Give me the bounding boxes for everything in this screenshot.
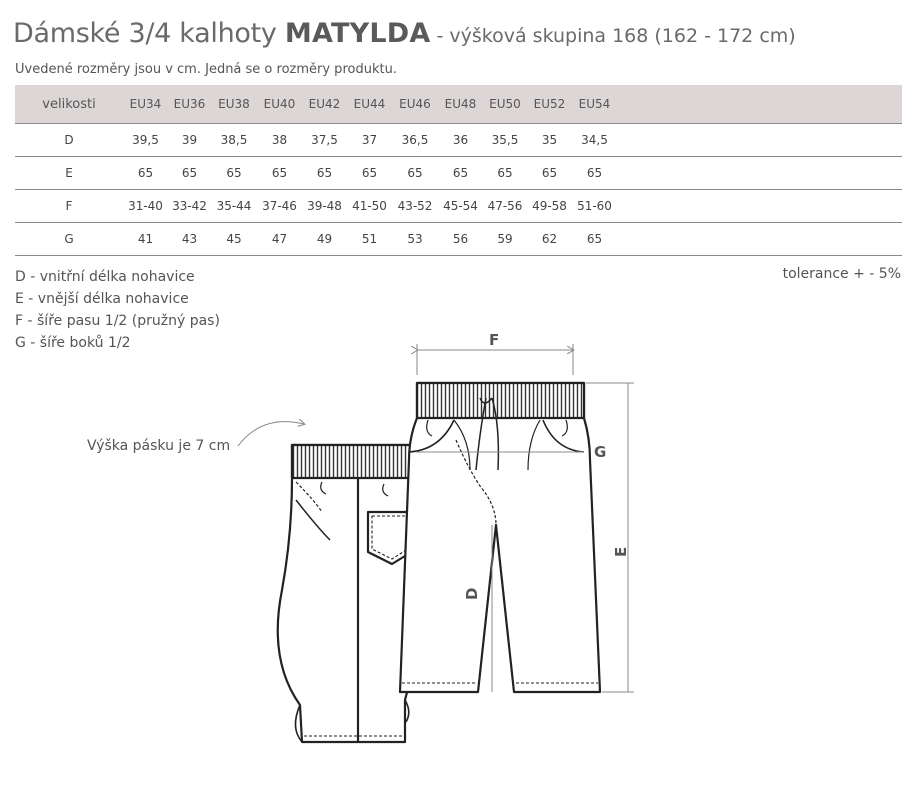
table-cell: 41-50 <box>347 190 392 223</box>
column-header: EU38 <box>211 85 257 124</box>
table-cell: 56 <box>438 223 483 256</box>
table-cell: 65 <box>572 223 617 256</box>
table-cell: 33-42 <box>168 190 211 223</box>
label-d: D <box>463 587 481 600</box>
table-cell: 43 <box>168 223 211 256</box>
table-cell: 47 <box>257 223 302 256</box>
legend-item-f: F - šíře pasu 1/2 (pružný pas) <box>15 313 220 329</box>
table-cell: 41 <box>123 223 168 256</box>
table-cell: 65 <box>483 157 527 190</box>
table-cell: 65 <box>438 157 483 190</box>
legend-item-d: D - vnitřní délka nohavice <box>15 269 195 285</box>
title-suffix: - výšková skupina 168 (162 - 172 cm) <box>430 25 796 47</box>
table-cell: 36,5 <box>392 124 438 157</box>
row-label: D <box>15 124 123 157</box>
table-cell: 51-60 <box>572 190 617 223</box>
table-cell: 34,5 <box>572 124 617 157</box>
table-cell: 65 <box>257 157 302 190</box>
table-cell: 51 <box>347 223 392 256</box>
column-header: EU52 <box>527 85 572 124</box>
column-header: EU40 <box>257 85 302 124</box>
table-cell: 38 <box>257 124 302 157</box>
table-cell: 65 <box>572 157 617 190</box>
row-label: E <box>15 157 123 190</box>
table-cell: 38,5 <box>211 124 257 157</box>
table-cell: 39,5 <box>123 124 168 157</box>
table-cell: 49-58 <box>527 190 572 223</box>
side-waistband <box>292 445 414 478</box>
column-header: EU54 <box>572 85 617 124</box>
table-cell: 37 <box>347 124 392 157</box>
table-cell: 53 <box>392 223 438 256</box>
front-view-pants <box>400 383 600 692</box>
table-cell: 65 <box>123 157 168 190</box>
table-cell: 49 <box>302 223 347 256</box>
title-product: MATYLDA <box>284 18 431 49</box>
table-cell: 37,5 <box>302 124 347 157</box>
table-cell: 65 <box>211 157 257 190</box>
label-g: G <box>594 443 607 461</box>
table-cell: 65 <box>302 157 347 190</box>
band-note-arrow <box>238 422 304 446</box>
column-header: EU46 <box>392 85 438 124</box>
label-f: F <box>489 331 500 349</box>
table-cell: 39 <box>168 124 211 157</box>
table-cell: 35 <box>527 124 572 157</box>
table-cell: 31-40 <box>123 190 168 223</box>
units-note: Uvedené rozměry jsou v cm. Jedná se o rozměry produktu. <box>15 62 397 77</box>
table-cell: 43-52 <box>392 190 438 223</box>
column-header: EU34 <box>123 85 168 124</box>
table-cell: 62 <box>527 223 572 256</box>
band-note: Výška pásku je 7 cm <box>87 438 231 454</box>
table-cell: 37-46 <box>257 190 302 223</box>
column-header: EU36 <box>168 85 211 124</box>
table-cell: 39-48 <box>302 190 347 223</box>
column-header: EU44 <box>347 85 392 124</box>
legend-item-e: E - vnější délka nohavice <box>15 291 189 307</box>
legend-item-g: G - šíře boků 1/2 <box>15 335 131 351</box>
row-label: F <box>15 190 123 223</box>
title-prefix: Dámské 3/4 kalhoty <box>13 18 285 49</box>
table-cell: 65 <box>392 157 438 190</box>
column-header: EU48 <box>438 85 483 124</box>
front-waistband <box>417 383 584 418</box>
tolerance-note: tolerance + - 5% <box>782 266 901 282</box>
label-e: E <box>612 546 630 557</box>
column-header: EU42 <box>302 85 347 124</box>
table-cell: 35,5 <box>483 124 527 157</box>
table-cell: 47-56 <box>483 190 527 223</box>
table-cell: 35-44 <box>211 190 257 223</box>
table-cell: 59 <box>483 223 527 256</box>
column-header: EU50 <box>483 85 527 124</box>
table-cell: 65 <box>527 157 572 190</box>
row-label: G <box>15 223 123 256</box>
column-header: velikosti <box>15 85 123 124</box>
table-cell: 65 <box>347 157 392 190</box>
table-cell: 65 <box>168 157 211 190</box>
table-cell: 45 <box>211 223 257 256</box>
table-cell: 36 <box>438 124 483 157</box>
table-cell: 45-54 <box>438 190 483 223</box>
